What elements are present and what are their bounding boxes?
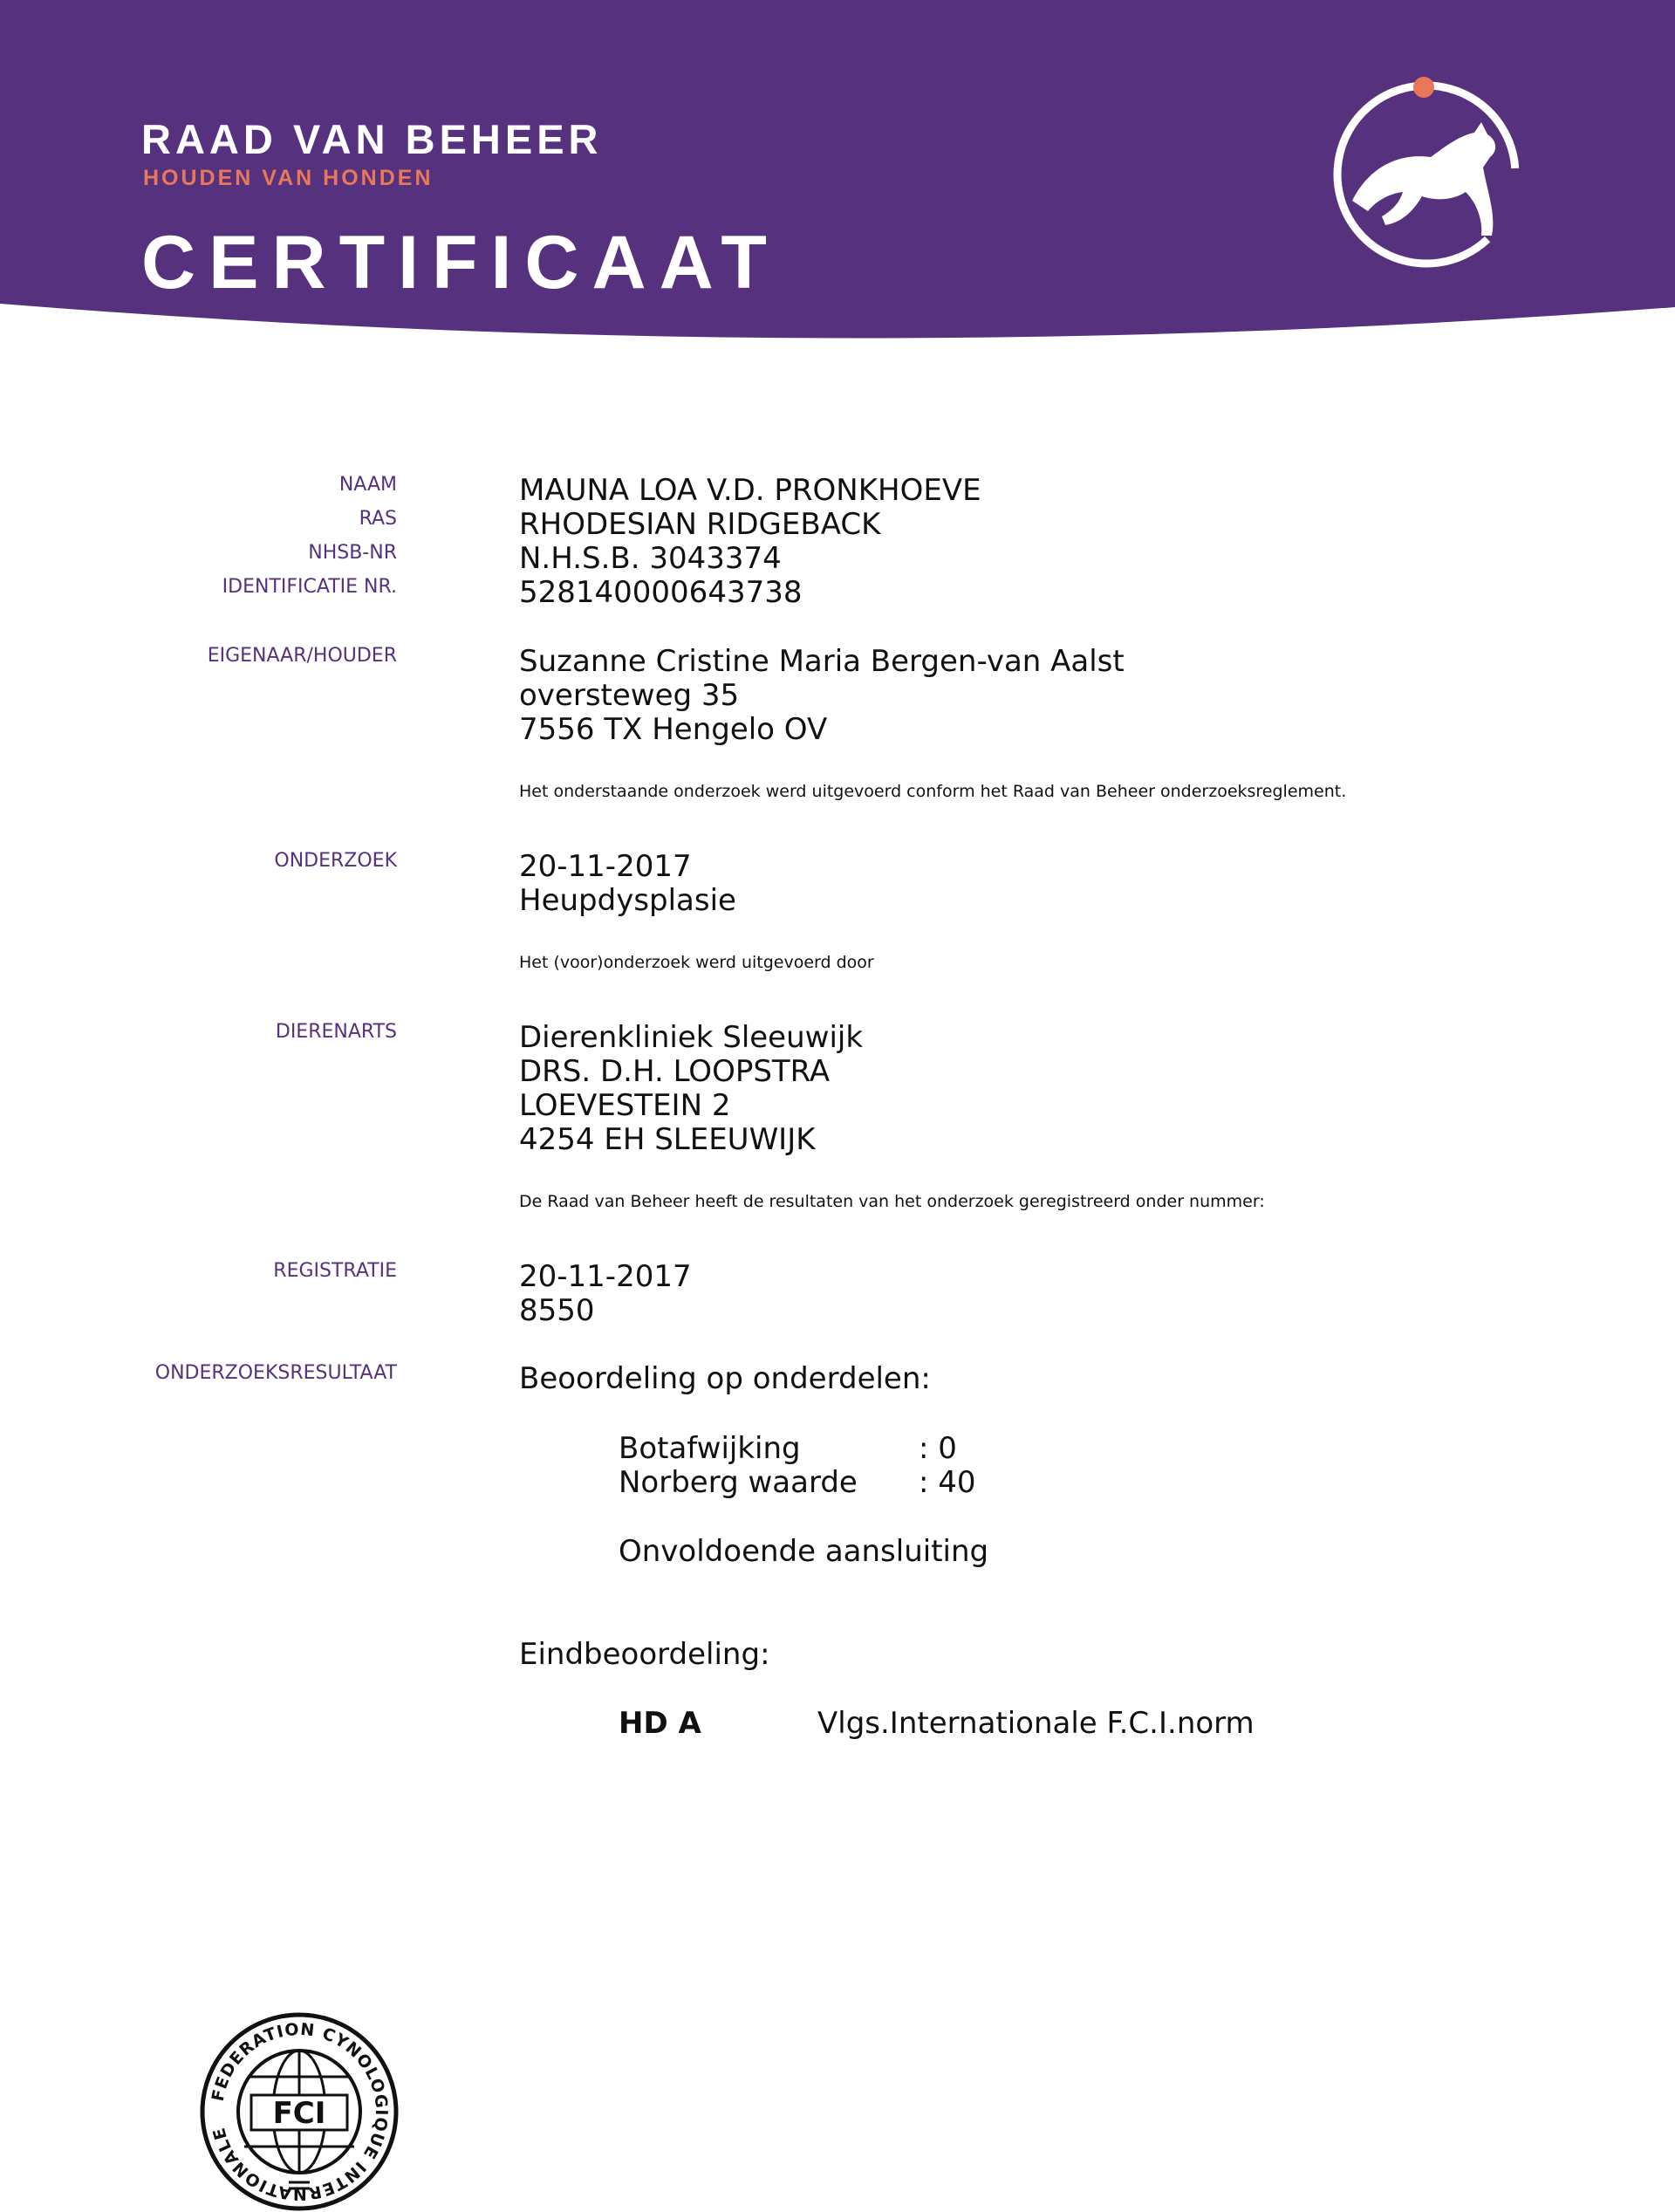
- ras-label: RAS: [359, 508, 397, 530]
- note-reglement: Het onderstaande onderzoek werd uitgevoerd conform het Raad van Beheer onderzoeksreglement.: [519, 782, 1347, 801]
- final-heading: Eindbeoordeling:: [519, 1637, 770, 1672]
- vet-clinic: Dierenkliniek Sleeuwijk: [519, 1020, 864, 1055]
- vet-label: DIERENARTS: [275, 1021, 397, 1043]
- result-row-name: Botafwijking: [619, 1431, 801, 1466]
- header-banner: [0, 0, 1675, 358]
- note-registered: De Raad van Beheer heeft de resultaten van het onderzoek geregistreerd onder nummer:: [519, 1192, 1265, 1211]
- result-row-value: : 40: [919, 1465, 976, 1500]
- org-name: RAAD VAN BEHEER: [141, 116, 603, 162]
- registration-number: 8550: [519, 1293, 595, 1328]
- org-tagline: HOUDEN VAN HONDEN: [143, 166, 434, 190]
- dog-name: MAUNA LOA V.D. PRONKHOEVE: [519, 473, 981, 508]
- fci-seal-icon: [199, 2011, 400, 2212]
- vet-city: 4254 EH SLEEUWIJK: [519, 1122, 816, 1157]
- owner-name: Suzanne Cristine Maria Bergen-van Aalst: [519, 644, 1125, 679]
- result-row-value: : 0: [919, 1431, 957, 1466]
- registration-label: REGISTRATIE: [273, 1260, 397, 1282]
- naam-label: NAAM: [338, 474, 397, 496]
- exam-label: ONDERZOEK: [274, 850, 397, 872]
- result-row-name: Norberg waarde: [619, 1465, 858, 1500]
- note-performed-by: Het (voor)onderzoek werd uitgevoerd door: [519, 953, 874, 972]
- seal-text: FEDERATION CYNOLOGIQUE INTERNATIONALE: [208, 2019, 392, 2204]
- registration-date: 20-11-2017: [519, 1259, 692, 1294]
- result-remark: Onvoldoende aansluiting: [619, 1534, 989, 1569]
- final-norm: Vlgs.Internationale F.C.I.norm: [817, 1706, 1255, 1741]
- seal-abbr: FCI: [272, 2096, 326, 2131]
- dog-nhsb: N.H.S.B. 3043374: [519, 541, 782, 576]
- result-label: ONDERZOEKSRESULTAAT: [154, 1362, 397, 1384]
- owner-street: oversteweg 35: [519, 678, 740, 713]
- exam-type: Heupdysplasie: [519, 883, 736, 918]
- dog-logo-icon: [1317, 70, 1535, 279]
- owner-city: 7556 TX Hengelo OV: [519, 712, 828, 747]
- result-heading: Beoordeling op onderdelen:: [519, 1361, 931, 1396]
- final-grade: HD A: [619, 1706, 701, 1741]
- id-label: IDENTIFICATIE NR.: [222, 576, 397, 598]
- nhsb-label: NHSB-NR: [308, 542, 397, 564]
- vet-name: DRS. D.H. LOOPSTRA: [519, 1054, 831, 1089]
- document-title: CERTIFICAAT: [141, 221, 780, 305]
- owner-label: EIGENAAR/HOUDER: [207, 645, 397, 667]
- dog-id: 528140000643738: [519, 575, 803, 610]
- dog-breed: RHODESIAN RIDGEBACK: [519, 507, 881, 542]
- vet-street: LOEVESTEIN 2: [519, 1088, 731, 1123]
- exam-date: 20-11-2017: [519, 849, 692, 884]
